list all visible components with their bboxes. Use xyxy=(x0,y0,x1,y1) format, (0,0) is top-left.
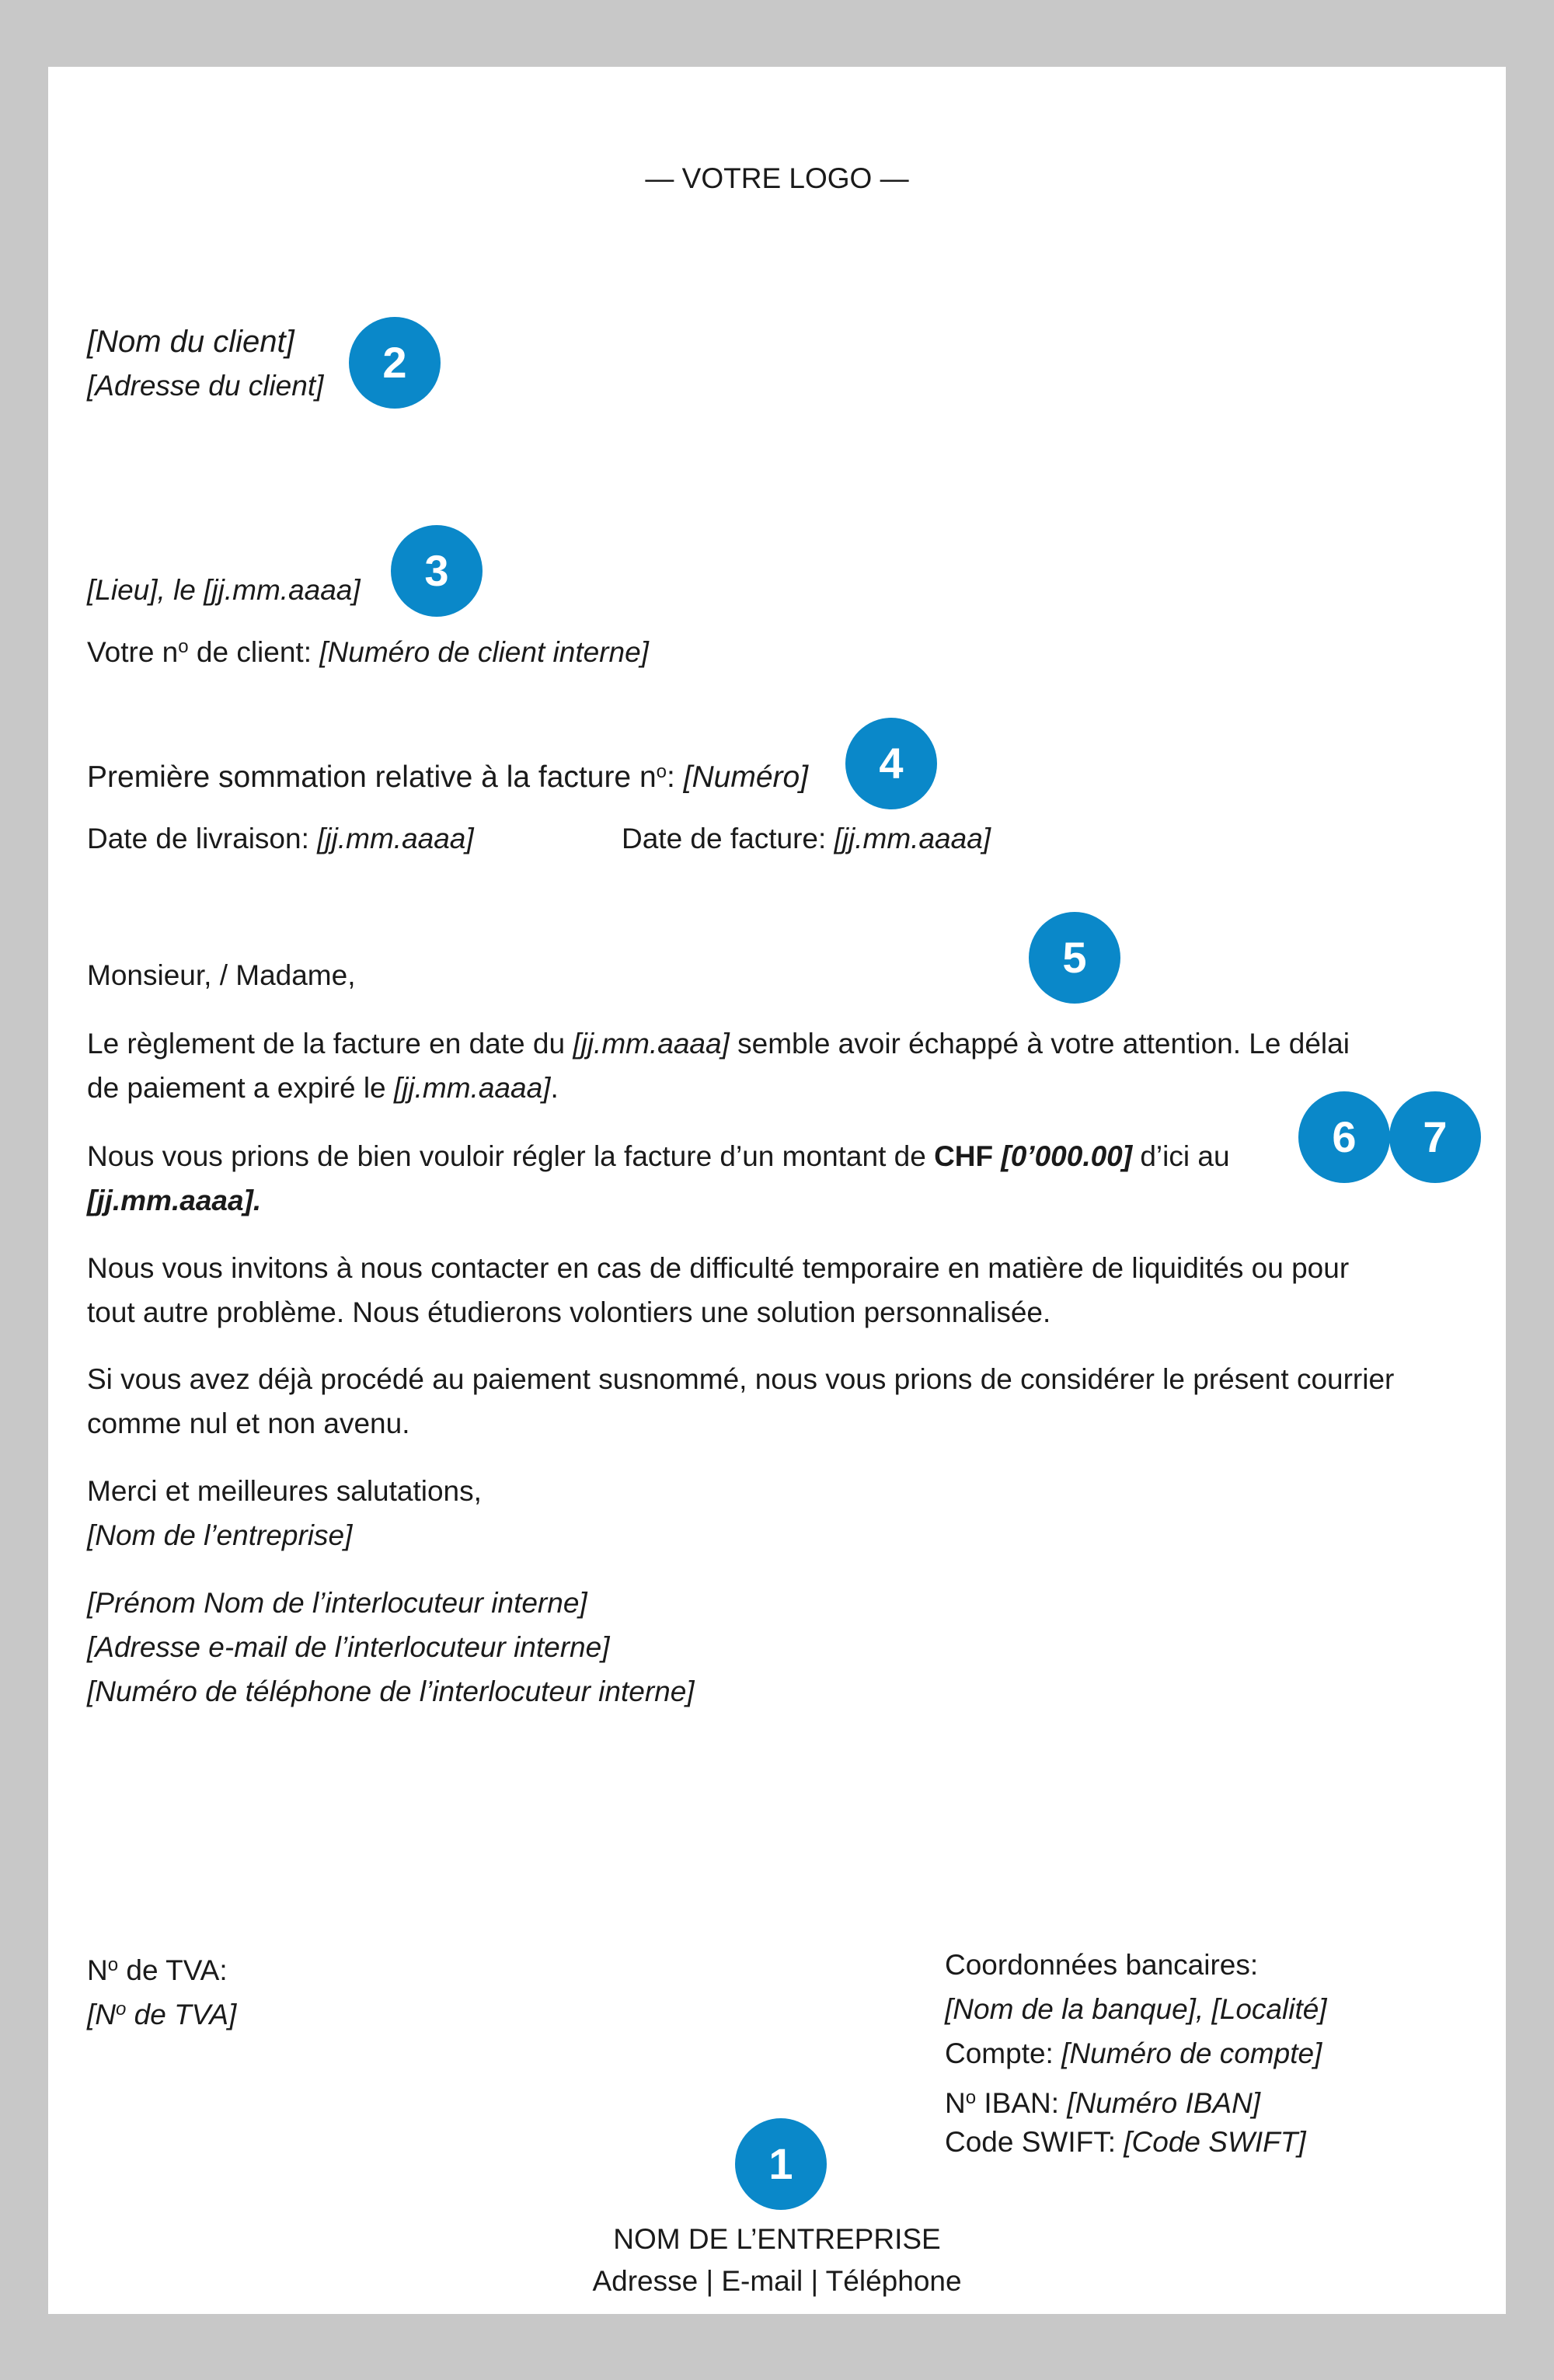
subject-value: [Numéro] xyxy=(683,760,809,794)
delivery-date-label: Date de livraison: xyxy=(87,823,318,854)
contact-email: [Adresse e-mail de l’interlocuteur interne] xyxy=(87,1631,610,1663)
bank-swift-value: [Code SWIFT] xyxy=(1124,2126,1306,2158)
para2-text-d: d’ici au xyxy=(1132,1140,1230,1172)
footer-company: NOM DE L’ENTREPRISE xyxy=(613,2223,941,2255)
vat-label-sup: o xyxy=(107,1954,119,1975)
para1-text-d: de paiement a expiré le xyxy=(87,1072,394,1104)
subject-label: Première sommation relative à la facture n xyxy=(87,760,657,794)
delivery-date xyxy=(87,822,474,856)
closing-greeting: Merci et meilleures salutations, xyxy=(87,1475,482,1507)
para4-line1: Si vous avez déjà procédé au paiement susnommé, nous vous prions de considérer le présent courrier xyxy=(87,1363,1395,1395)
contact-phone: [Numéro de téléphone de l’interlocuteur interne] xyxy=(87,1675,695,1707)
bank-swift xyxy=(945,2125,1306,2159)
bank-title: Coordonnées bancaires: xyxy=(945,1949,1259,1981)
subject-sup: o xyxy=(656,761,667,782)
bank-iban-value: [Numéro IBAN] xyxy=(1067,2087,1261,2119)
badge-6: 6 xyxy=(1298,1091,1390,1183)
client-number-label-suffix: de client: xyxy=(188,636,320,668)
badge-5: 5 xyxy=(1029,912,1120,1004)
badge-3: 3 xyxy=(391,525,483,617)
bank-swift-label: Code SWIFT: xyxy=(945,2126,1124,2158)
bank-iban-label-b: IBAN: xyxy=(976,2087,1068,2119)
bank-iban-label-sup: o xyxy=(965,2087,977,2108)
invoice-date xyxy=(622,822,991,856)
para3-line1: Nous vous invitons à nous contacter en cas de difficulté temporaire en matière de liquidités ou pour xyxy=(87,1252,1350,1284)
salutation: Monsieur, / Madame, xyxy=(87,959,356,991)
invoice-date-value: [jj.mm.aaaa] xyxy=(834,823,991,854)
subject-line xyxy=(87,755,808,795)
vat-label-a: N xyxy=(87,1954,108,1986)
letter-page xyxy=(48,67,1506,2314)
para1-date-1: [jj.mm.aaaa] xyxy=(573,1028,730,1060)
vat-value-sup: o xyxy=(116,1999,127,2020)
closing-company: [Nom de l’entreprise] xyxy=(87,1519,353,1551)
badge-1: 1 xyxy=(735,2118,827,2210)
para2-due-date: [jj.mm.aaaa]. xyxy=(87,1185,262,1216)
client-number-sup: o xyxy=(178,636,189,657)
para2-line1 xyxy=(87,1140,1230,1174)
badge-4: 4 xyxy=(845,718,937,809)
vat-value-b: de TVA] xyxy=(126,1999,237,2030)
para1-line2 xyxy=(87,1071,559,1105)
invoice-date-label: Date de facture: xyxy=(622,823,834,854)
place-date: [Lieu], le [jj.mm.aaaa] xyxy=(87,574,361,606)
delivery-date-value: [jj.mm.aaaa] xyxy=(317,823,474,854)
para1-date-2: [jj.mm.aaaa] xyxy=(393,1072,551,1104)
vat-value-a: [N xyxy=(87,1999,116,2030)
bank-iban xyxy=(945,2081,1260,2121)
client-number-label: Votre n xyxy=(87,636,179,668)
para4-line2: comme nul et non avenu. xyxy=(87,1407,410,1439)
bank-account-label: Compte: xyxy=(945,2037,1062,2069)
vat-value xyxy=(87,1992,236,2032)
footer-contact: Adresse | E-mail | Téléphone xyxy=(592,2265,962,2297)
client-number-value: [Numéro de client interne] xyxy=(319,636,649,668)
client-name: [Nom du client] xyxy=(87,325,294,359)
badge-2: 2 xyxy=(349,317,441,409)
bank-account xyxy=(945,2037,1322,2071)
client-address: [Adresse du client] xyxy=(87,370,324,402)
para1-period: . xyxy=(550,1072,559,1104)
subject-label-suffix: : xyxy=(667,760,684,794)
badge-7: 7 xyxy=(1389,1091,1481,1183)
logo-placeholder: — VOTRE LOGO — xyxy=(645,162,909,194)
para2-currency: CHF xyxy=(934,1140,1002,1172)
para3-line2: tout autre problème. Nous étudierons volontiers une solution personnalisée. xyxy=(87,1296,1051,1328)
vat-label-b: de TVA: xyxy=(118,1954,228,1986)
contact-name: [Prénom Nom de l’interlocuteur interne] xyxy=(87,1587,587,1619)
para1-text-c: semble avoir échappé à votre attention. Le délai xyxy=(729,1028,1350,1060)
para2-amount: [0’000.00] xyxy=(1001,1140,1133,1172)
para2-text-a: Nous vous prions de bien vouloir régler la facture d’un montant de xyxy=(87,1140,935,1172)
bank-iban-label-a: N xyxy=(945,2087,966,2119)
para1-text-a: Le règlement de la facture en date du xyxy=(87,1028,573,1060)
para1-line1 xyxy=(87,1027,1350,1061)
vat-label xyxy=(87,1948,228,1988)
bank-account-value: [Numéro de compte] xyxy=(1061,2037,1322,2069)
bank-name: [Nom de la banque], [Localité] xyxy=(945,1993,1327,2025)
client-number xyxy=(87,630,649,670)
